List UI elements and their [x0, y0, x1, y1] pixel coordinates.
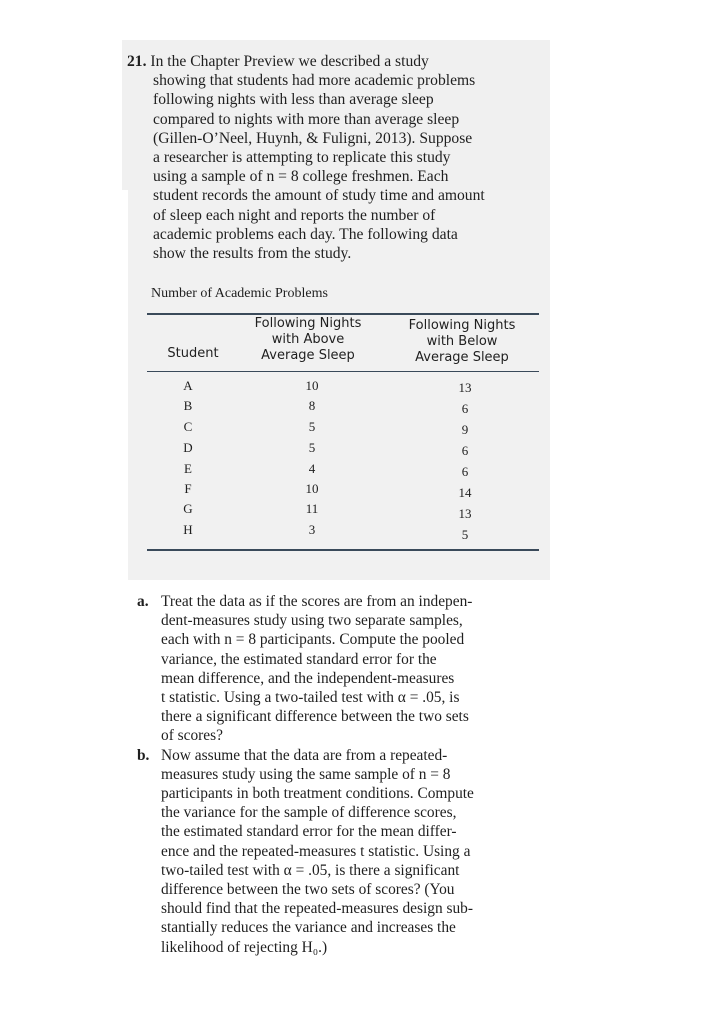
problem-number: 21.: [127, 53, 147, 70]
header-line: Following Nights: [254, 316, 362, 331]
part-line: t statistic. Using a two-tailed test with α = .05, is: [161, 689, 460, 707]
column-header-below-average: [392, 318, 532, 366]
header-line: Average Sleep: [261, 348, 355, 363]
problem-line: academic problems each day. The following data: [153, 225, 458, 243]
cell-above: 4: [308, 461, 316, 476]
cell-student: C: [183, 419, 193, 434]
problem-line: using a sample of n = 8 college freshmen. Each: [153, 168, 449, 186]
part-line: variance, the estimated standard error for the: [161, 650, 437, 668]
cell-student: H: [183, 522, 193, 537]
problem-parts: [137, 592, 537, 957]
cell-below: 9: [461, 422, 469, 437]
part-line: measures study using the same sample of n = 8: [161, 765, 451, 783]
part-line: mean difference, and the independent-measures: [161, 669, 455, 687]
problem-line: following nights with less than average sleep: [153, 91, 434, 109]
part-label: b.: [137, 746, 150, 764]
part-line: likelihood of rejecting H₀.): [161, 938, 328, 956]
problem-line: student records the amount of study time and amount: [153, 187, 485, 205]
part-line: dent-measures study using two separate samples,: [161, 612, 463, 630]
table-header-rule: [147, 371, 539, 372]
cell-student: B: [183, 398, 193, 413]
cell-below: 6: [461, 401, 469, 416]
part-line: Treat the data as if the scores are from an indepen-: [161, 593, 473, 610]
cell-above: 5: [308, 440, 316, 455]
part-line: the estimated standard error for the mean differ-: [161, 823, 457, 841]
part-line: each with n = 8 participants. Compute the pooled: [161, 631, 465, 649]
part-line: of scores?: [161, 727, 223, 745]
part-a: [137, 592, 537, 746]
cell-above: 10: [305, 378, 319, 393]
part-line: stantially reduces the variance and increases the: [161, 919, 456, 937]
part-line: participants in both treatment conditions. Compute: [161, 785, 474, 803]
part-line: ence and the repeated-measures t statistic. Using a: [161, 842, 471, 860]
part-line: there a significant difference between the two sets: [161, 708, 469, 726]
column-header-student: Student: [167, 346, 219, 361]
header-line: Following Nights: [408, 318, 516, 333]
problem-line: a researcher is attempting to replicate this study: [153, 149, 451, 167]
cell-below: 6: [461, 443, 469, 458]
header-line: with Below: [426, 334, 498, 349]
table-bottom-rule: [147, 549, 539, 551]
part-line: the variance for the sample of difference scores,: [161, 804, 457, 822]
problem-line: In the Chapter Preview we described a study: [150, 53, 429, 70]
problem-statement: [127, 52, 547, 263]
part-line: should find that the repeated-measures design sub-: [161, 900, 473, 918]
table-caption: Number of Academic Problems: [151, 286, 328, 301]
cell-below: 5: [461, 527, 469, 542]
header-line: Average Sleep: [415, 350, 509, 365]
problem-line: (Gillen-O’Neel, Huynh, & Fuligni, 2013). Suppose: [153, 129, 473, 147]
table-top-rule: [147, 313, 539, 315]
cell-below: 13: [458, 380, 472, 395]
cell-student: A: [183, 378, 193, 393]
cell-above: 5: [308, 419, 316, 434]
problem-line: compared to nights with more than average sleep: [153, 110, 460, 128]
cell-above: 3: [308, 522, 316, 537]
cell-below: 6: [461, 464, 469, 479]
problem-line: show the results from the study.: [153, 245, 352, 263]
column-header-above-average: [238, 316, 378, 364]
part-b: [137, 746, 537, 957]
cell-student: E: [184, 461, 192, 476]
part-line: difference between the two sets of scores? (You: [161, 881, 455, 899]
cell-student: D: [183, 440, 193, 455]
header-line: with Above: [271, 332, 345, 347]
cell-above: 10: [305, 481, 319, 496]
cell-below: 13: [458, 506, 472, 521]
part-line: Now assume that the data are from a repeated-: [161, 746, 448, 764]
cell-student: G: [183, 501, 193, 516]
problem-line: of sleep each night and reports the number of: [153, 206, 436, 224]
cell-above: 11: [305, 501, 319, 516]
problem-first-line: [127, 52, 547, 71]
cell-student: F: [184, 481, 192, 496]
part-line: two-tailed test with α = .05, is there a significant: [161, 861, 460, 879]
problem-line: showing that students had more academic problems: [153, 72, 476, 90]
cell-below: 14: [458, 485, 472, 500]
part-label: a.: [137, 593, 149, 610]
cell-above: 8: [308, 398, 316, 413]
